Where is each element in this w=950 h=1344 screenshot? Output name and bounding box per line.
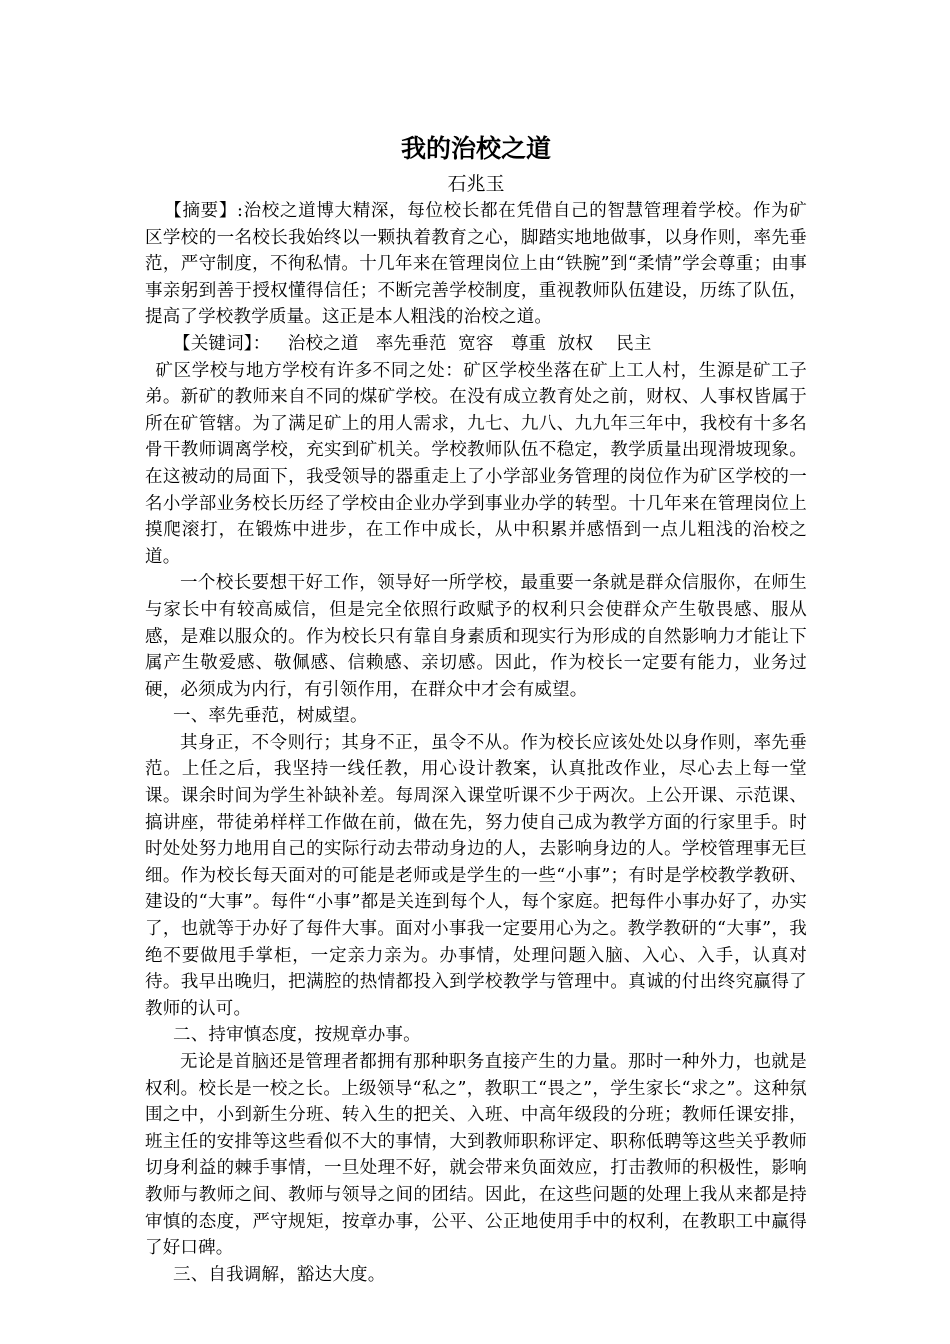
keywords-text: 治校之道 率先垂范 宽容 尊重 放权 民主: [270, 333, 652, 354]
section-heading: 二、持审慎态度，按规章办事。: [173, 1025, 421, 1046]
section-heading: 一、率先垂范，树威望。: [173, 706, 368, 727]
body-paragraph: 矿区学校与地方学校有许多不同之处：矿区学校坐落在矿上工人村，生源是矿工子弟。新矿的教师来自不同的煤矿学校。在没有成立教育处之前，财权、人事权皆属于所在矿管辖。为了满足矿上的用人需求，九七、九八、九九年三年中，我校有十多名骨干教师调离学校，充实到矿机关。学校教师队伍不稳定，教学质量出现滑坡现象。在这被动的局面下，我受领导的器重走上了小学部业务管理的岗位作为矿区学校的一名小学部业务校长历经了学校由企业办学到事业办学的转型。十几年来在管理岗位上摸爬滚打，在锻炼中进步，在工作中成长，从中积累并感悟到一点儿粗浅的治校之道。: [145, 360, 807, 567]
document-author: 石兆玉: [447, 173, 505, 195]
document-title: 我的治校之道: [400, 134, 551, 163]
body-paragraph: 一个校长要想干好工作，领导好一所学校，最重要一条就是群众信服你，在师生与家长中有较高威信，但是完全依照行政赋予的权利只会使群众产生敬畏感、服从感，是难以服众的。作为校长只有靠自身素质和现实行为形成的自然影响力才能让下属产生敬爱感、敬佩感、信赖感、亲切感。因此，作为校长一定要有能力，业务过硬，必须成为内行，有引领作用，在群众中才会有威望。: [145, 573, 807, 700]
abstract-paragraph: [145, 198, 807, 331]
body-paragraph: 无论是首脑还是管理者都拥有那种职务直接产生的力量。那时一种外力，也就是权利。校长是一校之长。上级领导“私之”，教职工“畏之”，学生家长“求之”。这种氛围之中，小到新生分班、转入生的把关、入班、中高年级段的分班；教师任课安排，班主任的安排等这些看似不大的事情，大到教师职称评定、职称低聘等这些关乎教师切身利益的棘手事情，一旦处理不好，就会带来负面效应，打击教师的积极性，影响教师与教师之间、教师与领导之间的团结。因此，在这些问题的处理上我从来都是持审慎的态度，严守规矩，按章办事，公平、公正地使用手中的权利，在教职工中赢得了好口碑。: [145, 1052, 807, 1259]
abstract-text: 治校之道博大精深，每位校长都在凭借自己的智慧管理着学校。作为矿区学校的一名校长我始终以一颗执着教育之心，脚踏实地地做事，以身作则，率先垂范，严守制度，不徇私情。十几年来在管理岗位上由“铁腕”到“柔情”学会尊重；由事事亲躬到善于授权懂得信任；不断完善学校制度，重视教师队伍建设，历练了队伍，提高了学校教学质量。这正是本人粗浅的治校之道。: [145, 201, 807, 328]
abstract-label: 【摘要】:: [164, 201, 244, 221]
body-paragraph: 其身正，不令则行；其身不正，虽令不从。作为校长应该处处以身作则，率先垂范。上任之后，我坚持一线任教，用心设计教案，认真批改作业，尽心去上每一堂课。课余时间为学生补缺补差。每周深入课堂听课不少于两次。上公开课、示范课、搞讲座，带徒弟样样工作做在前，做在先，努力使自己成为教学方面的行家里手。时时处处努力地用自己的实际行动去带动身边的人，去影响身边的人。学校管理事无巨细。作为校长每天面对的可能是老师或是学生的一些“小事”；有时是学校教学教研、建设的“大事”。每件“小事”都是关连到每个人，每个家庭。把每件小事办好了，办实了，也就等于办好了每件大事。面对小事我一定要用心为之。教学教研的“大事”，我绝不要做甩手掌柜，一定亲力亲为。办事情，处理问题入脑、入心、入手，认真对待。我早出晚归，把满腔的热情都投入到学校教学与管理中。真诚的付出终究赢得了教师的认可。: [145, 732, 807, 1019]
keywords-label: 【关键词】：: [173, 333, 271, 354]
section-heading: 三、自我调解，豁达大度。: [173, 1264, 386, 1285]
document-page: [145, 132, 807, 1288]
keywords-paragraph: [145, 331, 807, 358]
